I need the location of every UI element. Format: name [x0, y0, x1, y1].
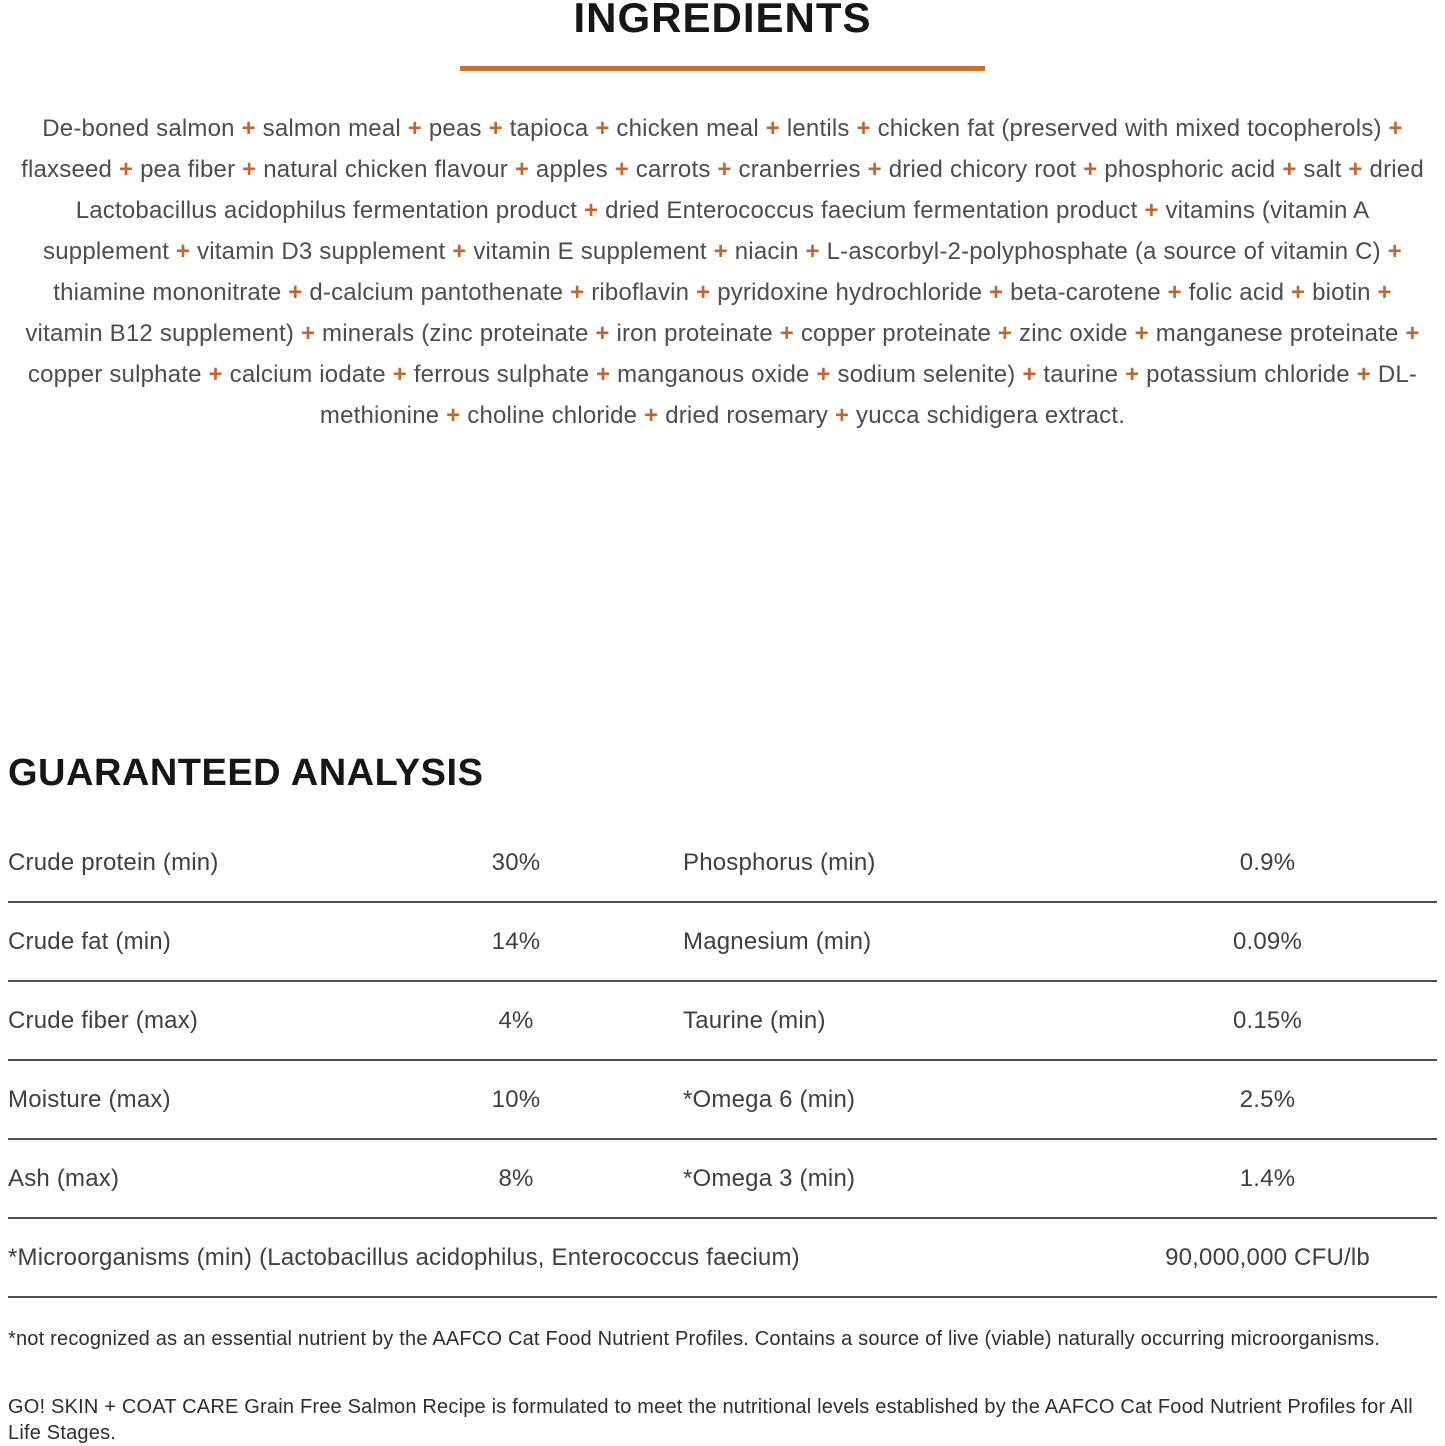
plus-separator: +: [1341, 156, 1370, 183]
ingredient-item: sodium selenite): [837, 361, 1016, 388]
ga-left-label: Moisture (max): [8, 1085, 171, 1113]
footnote-aafco-asterisk: *not recognized as an essential nutrient by the AAFCO Cat Food Nutrient Profiles. Contains a source of live (viable) naturally occurring microorganisms.: [8, 1328, 1381, 1350]
ingredient-item: zinc oxide: [1019, 320, 1128, 347]
plus-separator: +: [860, 156, 889, 183]
plus-separator: +: [1137, 197, 1166, 224]
ga-left-value: 30%: [491, 848, 541, 876]
plus-separator: +: [385, 361, 414, 388]
ga-left-value: 4%: [498, 1006, 534, 1034]
plus-separator: +: [281, 279, 310, 306]
ingredient-item: vitamin D3 supplement: [197, 238, 446, 265]
ingredient-item: DL-methionine: [319, 361, 1418, 429]
plus-separator: +: [991, 320, 1019, 347]
footnote-formulation-statement: GO! SKIN + COAT CARE Grain Free Salmon Recipe is formulated to meet the nutritional levels established by the AAFCO Cat Food Nutrient Profiles for All Life Stages.: [8, 1396, 1413, 1444]
ingredients-title: INGREDIENTS: [573, 0, 872, 41]
plus-separator: +: [607, 156, 636, 183]
ga-right-value: 2.5%: [1239, 1085, 1296, 1113]
ga-left-label: Crude fiber (max): [8, 1006, 199, 1034]
plus-separator: +: [1127, 320, 1156, 347]
ingredient-item: minerals (zinc proteinate: [322, 320, 589, 347]
ingredient-item: pea fiber: [140, 156, 236, 183]
ingredient-item: carrots: [635, 156, 711, 183]
plus-separator: +: [400, 115, 429, 142]
ga-right-value: 1.4%: [1239, 1164, 1296, 1192]
ingredient-item: yucca schidigera extract.: [856, 402, 1126, 429]
ingredient-item: niacin: [734, 238, 799, 265]
plus-separator: +: [112, 156, 141, 183]
plus-separator: +: [235, 156, 264, 183]
ingredient-item: d-calcium pantothenate: [309, 279, 564, 306]
ingredient-item: De-boned salmon: [42, 115, 235, 142]
plus-separator: +: [1275, 156, 1304, 183]
ga-row: [8, 824, 1437, 903]
ga-left-label: Crude protein (min): [8, 848, 219, 876]
plus-separator: +: [1370, 279, 1392, 306]
ingredient-item: natural chicken flavour: [263, 156, 508, 183]
plus-separator: +: [1381, 115, 1403, 142]
ingredient-item: manganese proteinate: [1155, 320, 1399, 347]
ingredient-item: thiamine mononitrate: [53, 279, 282, 306]
plus-separator: +: [481, 115, 510, 142]
ga-left-value: 14%: [491, 927, 541, 955]
ingredient-item: biotin: [1312, 279, 1371, 306]
ingredient-item: vitamin B12 supplement): [25, 320, 295, 347]
plus-separator: +: [1015, 361, 1044, 388]
ga-left-value: 10%: [491, 1085, 541, 1113]
plus-separator: +: [563, 279, 592, 306]
ingredient-item: copper sulphate: [27, 361, 202, 388]
ga-left-value: 8%: [498, 1164, 534, 1192]
ingredient-item: dried rosemary: [665, 402, 829, 429]
ingredient-item: vitamin E supplement: [473, 238, 707, 265]
ingredient-item: riboflavin: [591, 279, 690, 306]
guaranteed-analysis-table: [8, 824, 1437, 1298]
ga-row: [8, 903, 1437, 982]
ingredient-item: peas: [428, 115, 482, 142]
ingredient-item: tapioca: [509, 115, 589, 142]
ingredient-item: manganous oxide: [617, 361, 810, 388]
ingredient-item: L-ascorbyl-2-polyphosphate (a source of vitamin C): [826, 238, 1381, 265]
guaranteed-analysis-section: [8, 753, 1437, 1298]
plus-separator: +: [294, 320, 323, 347]
plus-separator: +: [1160, 279, 1189, 306]
ingredient-item: calcium iodate: [229, 361, 386, 388]
ga-right-value: 0.15%: [1232, 1006, 1303, 1034]
ingredient-item: folic acid: [1188, 279, 1285, 306]
plus-separator: +: [772, 320, 801, 347]
guaranteed-analysis-title: GUARANTEED ANALYSIS: [8, 752, 484, 794]
ingredient-item: ferrous sulphate: [413, 361, 590, 388]
ingredient-item: iron proteinate: [616, 320, 773, 347]
plus-separator: +: [982, 279, 1011, 306]
ingredient-item: beta-carotene: [1010, 279, 1161, 306]
ingredient-item: copper proteinate: [800, 320, 992, 347]
ingredient-item: dried chicory root: [888, 156, 1077, 183]
ingredient-item: apples: [535, 156, 608, 183]
ga-right-label: Phosphorus (min): [683, 848, 876, 876]
ingredients-section: [8, 0, 1437, 753]
ga-right-value: 0.09%: [1232, 927, 1303, 955]
ga-right-label: Taurine (min): [683, 1006, 826, 1034]
plus-separator: +: [439, 402, 468, 429]
plus-separator: +: [637, 402, 666, 429]
plus-separator: +: [588, 115, 617, 142]
ingredient-item: flaxseed: [21, 156, 113, 183]
ga-left-label: Crude fat (min): [8, 927, 172, 955]
plus-separator: +: [1380, 238, 1402, 265]
ga-row: [8, 982, 1437, 1061]
plus-separator: +: [507, 156, 536, 183]
plus-separator: +: [809, 361, 838, 388]
ingredient-item: potassium chloride: [1146, 361, 1350, 388]
ga-row-microorganisms: [8, 1219, 1437, 1298]
ingredient-item: salt: [1303, 156, 1342, 183]
ga-right-label: *Omega 3 (min): [683, 1164, 856, 1192]
ingredients-paragraph: [8, 108, 1437, 436]
ga-row: [8, 1140, 1437, 1219]
plus-separator: +: [577, 197, 606, 224]
accent-divider: [460, 66, 985, 71]
ingredient-item: dried Lactobacillus acidophilus fermentation product: [75, 156, 1424, 224]
ingredient-item: taurine: [1043, 361, 1119, 388]
plus-separator: +: [1076, 156, 1105, 183]
plus-separator: +: [1118, 361, 1147, 388]
plus-separator: +: [798, 238, 827, 265]
plus-separator: +: [828, 402, 856, 429]
plus-separator: +: [1398, 320, 1420, 347]
ingredient-item: pyridoxine hydrochloride: [717, 279, 983, 306]
ingredient-item: dried Enterococcus faecium fermentation product: [605, 197, 1138, 224]
plus-separator: +: [706, 238, 735, 265]
ingredient-item: vitamins (vitamin A supplement: [43, 197, 1370, 265]
plus-separator: +: [169, 238, 198, 265]
ingredient-item: salmon meal: [262, 115, 401, 142]
ingredient-item: lentils: [786, 115, 850, 142]
ga-right-value: 0.9%: [1239, 848, 1296, 876]
plus-separator: +: [589, 361, 618, 388]
plus-separator: +: [710, 156, 739, 183]
plus-separator: +: [849, 115, 878, 142]
ingredient-item: chicken meal: [616, 115, 759, 142]
plus-separator: +: [758, 115, 787, 142]
ga-microorganisms-label: *Microorganisms (min) (Lactobacillus acidophilus, Enterococcus faecium): [8, 1243, 800, 1271]
plus-separator: +: [588, 320, 617, 347]
plus-separator: +: [1284, 279, 1313, 306]
ingredient-item: phosphoric acid: [1104, 156, 1276, 183]
ga-right-label: Magnesium (min): [683, 927, 872, 955]
plus-separator: +: [445, 238, 474, 265]
ga-microorganisms-value: 90,000,000 CFU/lb: [1165, 1243, 1370, 1271]
ingredient-item: cranberries: [738, 156, 861, 183]
ga-right-label: *Omega 6 (min): [683, 1085, 856, 1113]
plus-separator: +: [201, 361, 230, 388]
plus-separator: +: [689, 279, 718, 306]
ingredient-item: chicken fat (preserved with mixed tocopherols): [877, 115, 1382, 142]
ga-left-label: Ash (max): [8, 1164, 120, 1192]
ga-row: [8, 1061, 1437, 1140]
ingredient-item: choline chloride: [467, 402, 638, 429]
plus-separator: +: [234, 115, 263, 142]
plus-separator: +: [1349, 361, 1378, 388]
